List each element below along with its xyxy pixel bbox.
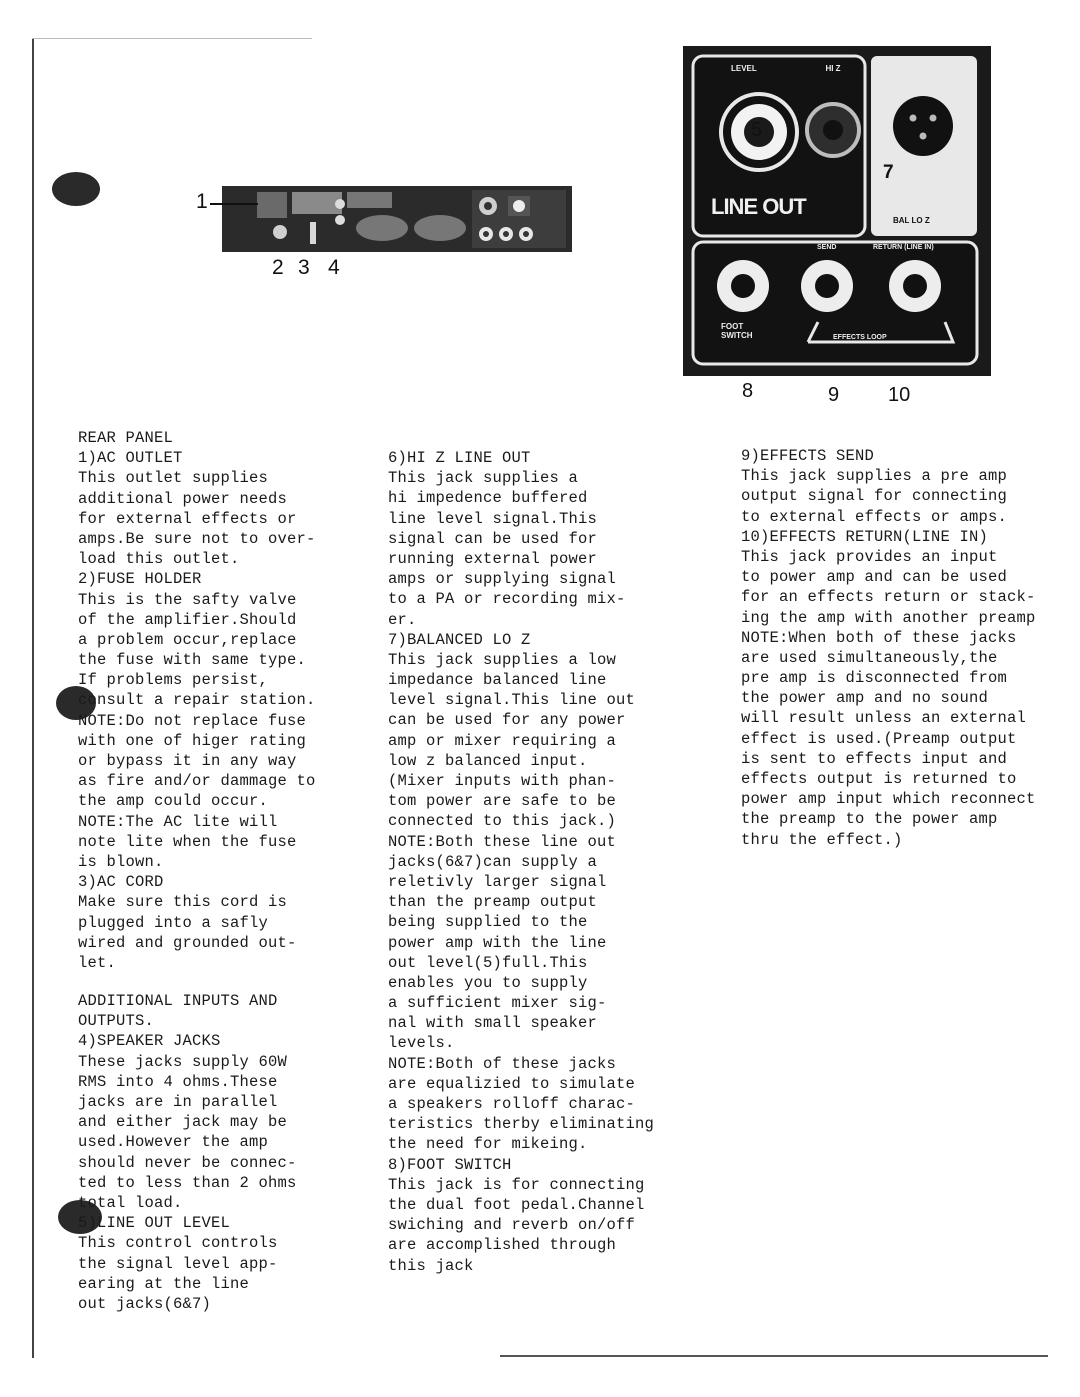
middle-column-line: 8)FOOT SWITCH xyxy=(388,1155,512,1174)
right-column-line: will result unless an external xyxy=(741,709,1027,728)
left-column-line: amps.Be sure not to over- xyxy=(78,529,316,548)
middle-column-line: to a PA or recording mix- xyxy=(388,590,626,609)
left-column-line: for external effects or xyxy=(78,509,297,528)
page-top-rule xyxy=(32,38,312,39)
right-column-line: is sent to effects input and xyxy=(741,749,1008,768)
middle-column-line: 7)BALANCED LO Z xyxy=(388,630,531,649)
left-column-line: ADDITIONAL INPUTS AND xyxy=(78,992,278,1011)
left-column-line: This outlet supplies xyxy=(78,469,269,488)
level-label: LEVEL xyxy=(731,64,757,73)
left-column-line: These jacks supply 60W xyxy=(78,1052,288,1071)
left-column-line: should never be connec- xyxy=(78,1153,297,1172)
right-column-line: to power amp and can be used xyxy=(741,568,1008,587)
left-column-line: 5)LINE OUT LEVEL xyxy=(78,1214,231,1233)
right-column-line: This jack provides an input xyxy=(741,547,998,566)
bal-lo-z-label: BAL LO Z xyxy=(893,216,930,225)
left-column-line: a problem occur,replace xyxy=(78,630,297,649)
page-left-rule xyxy=(32,38,34,1358)
middle-column-line: connected to this jack.) xyxy=(388,812,617,831)
middle-column-line: level signal.This line out xyxy=(388,691,636,710)
left-column-line: ted to less than 2 ohms xyxy=(78,1173,297,1192)
middle-column-line: a speakers rolloff charac- xyxy=(388,1095,636,1113)
jack-panel-photo xyxy=(683,46,991,376)
middle-column-line: low z balanced input. xyxy=(388,751,588,770)
middle-text-column xyxy=(388,448,654,1276)
middle-column-line: NOTE:Both these line out xyxy=(388,832,617,851)
right-column-line: effects output is returned to xyxy=(741,770,1017,788)
left-column-line: of the amplifier.Should xyxy=(78,610,297,629)
effects-loop-label: EFFECTS LOOP xyxy=(833,334,887,341)
left-column-line: 4)SPEAKER JACKS xyxy=(78,1032,221,1051)
right-column-line: power amp input which reconnect xyxy=(741,790,1036,809)
middle-column-line: amp or mixer requiring a xyxy=(388,731,617,750)
left-column-line: 3)AC CORD xyxy=(78,873,164,892)
callout-3: 3 xyxy=(298,256,310,279)
callout-1: 1 xyxy=(196,190,208,213)
left-column-line: used.However the amp xyxy=(78,1133,269,1152)
left-column-line: load this outlet. xyxy=(78,550,240,569)
jack-number-10: 10 xyxy=(888,384,911,406)
hi-z-label: HI Z xyxy=(825,64,841,73)
binder-hole-top xyxy=(52,172,100,206)
left-column-line: consult a repair station. xyxy=(78,691,316,710)
right-column-line: effect is used.(Preamp output xyxy=(741,729,1017,748)
left-column-line: This is the safty valve xyxy=(78,590,297,609)
left-column-line: and either jack may be xyxy=(78,1113,288,1132)
jack-number-9: 9 xyxy=(828,384,840,406)
left-column-line: is blown. xyxy=(78,852,164,871)
middle-column-line: enables you to supply xyxy=(388,973,588,992)
right-column-line: pre amp is disconnected from xyxy=(741,669,1008,688)
middle-column-line: out level(5)full.This xyxy=(388,953,588,972)
rear-panel-drawing xyxy=(222,186,572,252)
left-column-line: out jacks(6&7) xyxy=(78,1294,212,1313)
middle-column-line: being supplied to the xyxy=(388,913,588,932)
left-column-line: REAR PANEL xyxy=(78,429,174,447)
left-column-line: 2)FUSE HOLDER xyxy=(78,570,202,589)
left-text-column xyxy=(78,428,316,1314)
middle-column-line: (Mixer inputs with phan- xyxy=(388,772,617,790)
left-column-line: wired and grounded out- xyxy=(78,933,297,952)
left-column-line: This control controls xyxy=(78,1234,278,1253)
right-column-line: to external effects or amps. xyxy=(741,507,1008,526)
middle-column-line: are equalizied to simulate xyxy=(388,1074,636,1093)
middle-column-line: This jack supplies a low xyxy=(388,650,617,669)
middle-column-line: the dual foot pedal.Channel xyxy=(388,1195,645,1214)
left-column-line: NOTE:The AC lite will xyxy=(78,812,278,831)
middle-column-line: teristics therby eliminating xyxy=(388,1115,655,1134)
middle-column-line: the need for mikeing. xyxy=(388,1135,588,1154)
middle-column-line: impedance balanced line xyxy=(388,671,607,690)
left-column-line: NOTE:Do not replace fuse xyxy=(78,711,307,730)
rear-panel-photo xyxy=(222,186,572,252)
right-column-line: NOTE:When both of these jacks xyxy=(741,628,1017,647)
middle-column-line: swiching and reverb on/off xyxy=(388,1216,636,1235)
middle-column-line: line level signal.This xyxy=(388,509,598,528)
right-column-line: 10)EFFECTS RETURN(LINE IN) xyxy=(741,527,989,546)
right-column-line: the power amp and no sound xyxy=(741,689,989,708)
middle-column-line: running external power xyxy=(388,549,598,568)
left-column-line: If problems persist, xyxy=(78,671,269,690)
right-column-line: are used simultaneously,the xyxy=(741,648,998,667)
callout-1-leader xyxy=(210,203,258,205)
right-column-line: for an effects return or stack- xyxy=(741,588,1036,607)
left-column-line: OUTPUTS. xyxy=(78,1012,155,1031)
callout-2: 2 xyxy=(272,256,284,279)
page-bottom-rule xyxy=(500,1355,1048,1357)
left-column-line: Make sure this cord is xyxy=(78,893,288,912)
middle-column-line: tom power are safe to be xyxy=(388,792,617,811)
left-column-line: additional power needs xyxy=(78,489,288,508)
left-column-line: total load. xyxy=(78,1193,183,1212)
left-column-line: jacks are in parallel xyxy=(78,1093,278,1111)
left-column-line: earing at the line xyxy=(78,1274,250,1293)
middle-column-line: than the preamp output xyxy=(388,893,598,912)
right-column-line: This jack supplies a pre amp xyxy=(741,467,1008,486)
middle-column-line: amps or supplying signal xyxy=(388,570,617,589)
left-column-line: the signal level app- xyxy=(78,1254,278,1273)
middle-column-line: 6)HI Z LINE OUT xyxy=(388,449,531,467)
middle-column-line: can be used for any power xyxy=(388,711,626,730)
middle-column-line: reletivly larger signal xyxy=(388,872,607,891)
middle-column-line: a sufficient mixer sig- xyxy=(388,994,607,1013)
right-column-line: thru the effect.) xyxy=(741,830,903,849)
right-column-line: 9)EFFECTS SEND xyxy=(741,447,875,465)
middle-column-line: signal can be used for xyxy=(388,529,598,548)
middle-column-line: NOTE:Both of these jacks xyxy=(388,1054,617,1073)
left-column-line: the fuse with same type. xyxy=(78,651,307,670)
left-column-line: with one of higer rating xyxy=(78,731,307,750)
knob-number-5: 5 xyxy=(751,119,763,141)
left-column-line: RMS into 4 ohms.These xyxy=(78,1072,278,1091)
send-label: SEND xyxy=(817,244,837,251)
middle-column-line: power amp with the line xyxy=(388,933,607,952)
left-column-line: note lite when the fuse xyxy=(78,832,297,851)
right-column-line: output signal for connecting xyxy=(741,487,1008,506)
left-column-line: as fire and/or dammage to xyxy=(78,772,316,791)
middle-column-line: are accomplished through xyxy=(388,1236,617,1255)
left-column-line: let. xyxy=(78,953,117,972)
middle-column-line: er. xyxy=(388,610,417,629)
middle-column-line: This jack is for connecting xyxy=(388,1175,645,1194)
left-column-line: plugged into a safly xyxy=(78,913,269,932)
middle-column-line: levels. xyxy=(388,1034,455,1053)
foot-switch-label: FOOT SWITCH xyxy=(721,322,753,340)
xlr-number-7: 7 xyxy=(883,162,894,183)
middle-column-line: jacks(6&7)can supply a xyxy=(388,852,598,871)
middle-column-line: nal with small speaker xyxy=(388,1014,598,1033)
return-label: RETURN (LINE IN) xyxy=(873,244,934,251)
left-column-line: the amp could occur. xyxy=(78,792,269,811)
middle-column-line: This jack supplies a xyxy=(388,469,579,488)
line-out-title: LINE OUT xyxy=(711,194,806,219)
right-column-line: ing the amp with another preamp xyxy=(741,608,1036,627)
middle-column-line: hi impedence buffered xyxy=(388,489,588,508)
right-text-column xyxy=(741,446,1036,850)
callout-4: 4 xyxy=(328,256,340,279)
left-column-line xyxy=(78,973,316,991)
left-column-line: or bypass it in any way xyxy=(78,752,297,770)
middle-column-line: this jack xyxy=(388,1256,474,1275)
jack-number-8: 8 xyxy=(742,380,754,402)
left-column-line: 1)AC OUTLET xyxy=(78,449,183,468)
right-column-line: the preamp to the power amp xyxy=(741,810,998,829)
